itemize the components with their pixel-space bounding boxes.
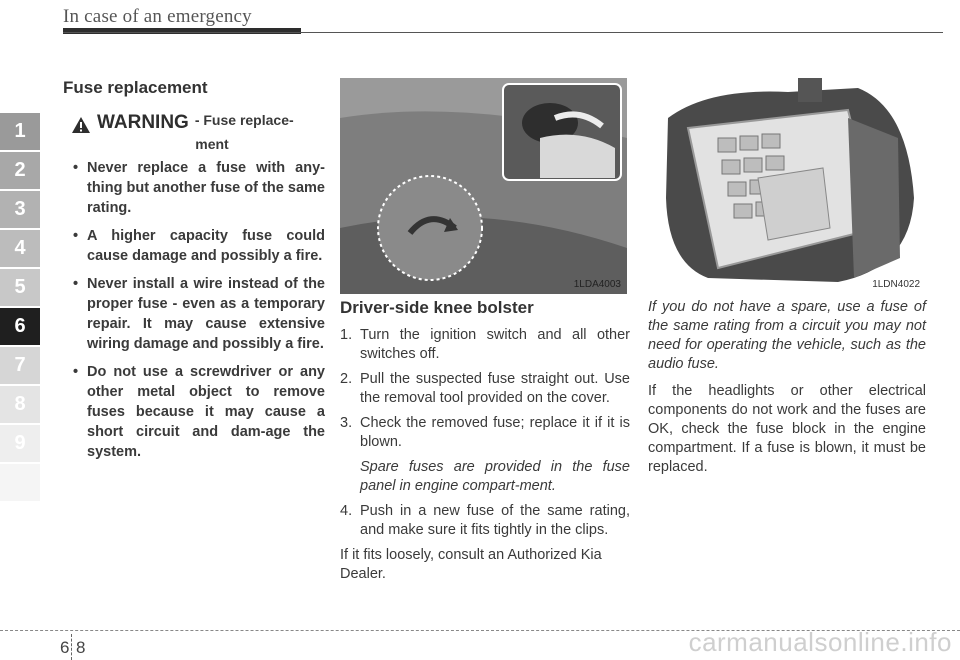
warning-item: • A higher capacity fuse could cause damage and possibly a fire. (71, 226, 325, 266)
step-item (340, 326, 630, 364)
step-text: Pull the suspected fuse straight out. Use the removal tool provided on the cover. (360, 371, 630, 406)
procedure-heading: Driver-side knee bolster (340, 298, 534, 317)
photo-caption: 1LDA4003 (573, 279, 621, 290)
dealer-note: If it fits loosely, consult an Authorized Kia Dealer. (340, 547, 602, 582)
fuse-cover-photo (648, 78, 926, 294)
page-separator (71, 634, 72, 660)
step-text: Turn the ignition switch and all other switches off. (360, 327, 630, 362)
step-note: Spare fuses are provided in the fuse panel in engine compart-ment. (360, 459, 630, 494)
knee-bolster-illustration (340, 78, 627, 294)
warning-item: • Never install a wire instead of the proper fuse - even as a temporary repair. It may cause extensive wiring damage and possibly a fire. (71, 274, 325, 354)
spare-fuse-note: If you do not have a spare, use a fuse of the same rating from a circuit you may not need for operating the vehicle, such as the audio fuse. (648, 299, 926, 372)
chapter-title: In case of an emergency (63, 6, 252, 27)
photo-caption: 1LDN4022 (872, 279, 920, 290)
step-item (340, 370, 630, 408)
chapter-tab-8[interactable]: 8 (0, 386, 40, 423)
step-text: Push in a new fuse of the same rating, and make sure it fits tightly in the clips. (360, 503, 630, 538)
procedure-steps (340, 326, 630, 540)
chapter-tab-2[interactable]: 2 (0, 152, 40, 189)
header-bar (63, 28, 301, 34)
warning-subtitle-cont: ment (195, 136, 229, 152)
watermark: carmanualsonline.info (688, 627, 952, 657)
chapter-tab-6[interactable]: 6 (0, 308, 40, 345)
step-number: 4. (340, 503, 353, 519)
engine-fuse-note: If the headlights or other electrical components do not work and the fuses are OK, check the fuse block in the engine compartment. If a fuse is blown, it must be replaced. (648, 383, 926, 475)
step-text: Check the removed fuse; replace it if it is blown. (360, 415, 630, 450)
spare-fuse-column (648, 298, 926, 485)
chapter-tab-10[interactable] (0, 464, 40, 501)
header-rule (63, 32, 943, 33)
step-item (340, 414, 630, 496)
chapter-tab-4[interactable]: 4 (0, 230, 40, 267)
chapter-tabs (0, 113, 42, 503)
chapter-tab-1[interactable]: 1 (0, 113, 40, 150)
chapter-tab-9[interactable]: 9 (0, 425, 40, 462)
chapter-tab-7[interactable]: 7 (0, 347, 40, 384)
procedure-column (340, 298, 630, 584)
warning-list (71, 158, 325, 462)
warning-item: • Never replace a fuse with any-thing but another fuse of the same rating. (71, 158, 325, 218)
fuse-warning-column (63, 78, 325, 470)
warning-icon (71, 116, 91, 134)
chapter-tab-5[interactable]: 5 (0, 269, 40, 306)
page-number: 8 (76, 638, 86, 657)
warning-heading (71, 112, 325, 134)
fuse-cover-illustration (648, 78, 926, 294)
step-number: 3. (340, 415, 353, 431)
page-chapter: 6 (60, 638, 70, 657)
step-number: 1. (340, 327, 353, 343)
warning-item: • Do not use a screwdriver or any other metal object to remove fuses because it may cause a short circuit and dam-age the system. (71, 362, 325, 462)
warning-subtitle: - Fuse replace- (194, 112, 294, 128)
chapter-tab-3[interactable]: 3 (0, 191, 40, 228)
knee-bolster-photo (340, 78, 627, 294)
section-title: Fuse replacement (63, 78, 208, 97)
step-item (340, 502, 630, 540)
step-number: 2. (340, 371, 353, 387)
warning-word: WARNING (97, 112, 189, 133)
